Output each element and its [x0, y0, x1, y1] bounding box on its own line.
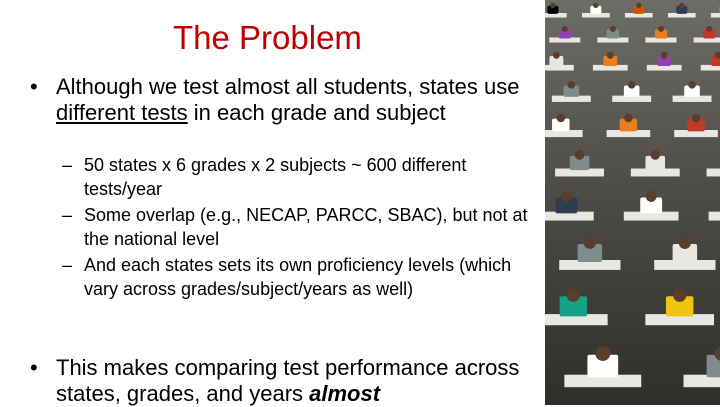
sub-bullet-1-text: 50 states x 6 grades x 2 subjects ~ 600 different tests/year — [84, 155, 467, 199]
sub-bullet-dash: – — [62, 255, 73, 275]
slide-title: The Problem — [173, 19, 362, 56]
students-taking-exam-photo — [545, 0, 720, 405]
sub-bullet-3-text: And each states sets its own proficiency levels (which vary across grades/subject/years as well) — [84, 255, 512, 299]
sub-bullet-dash: – — [62, 155, 73, 175]
bullet-1-text-end: in each grade and subject — [187, 100, 446, 125]
bullet-1-text-start: Although we test almost all students, states use — [56, 74, 520, 99]
bullet-2-emphasis: almost — [309, 381, 381, 406]
bullet-1-emphasis: different tests — [56, 100, 188, 125]
sub-bullet-dash: – — [62, 205, 73, 225]
bullet-2-text — [56, 355, 526, 407]
bullet-2-text-start: This makes comparing test performance across states, grades, and years — [56, 355, 520, 406]
sub-bullet-2-text: Some overlap (e.g., NECAP, PARCC, SBAC), but not at the national level — [84, 205, 528, 249]
bullet-1-text — [56, 74, 526, 126]
bullet-dot: • — [30, 74, 38, 99]
bullet-dot: • — [30, 355, 38, 380]
